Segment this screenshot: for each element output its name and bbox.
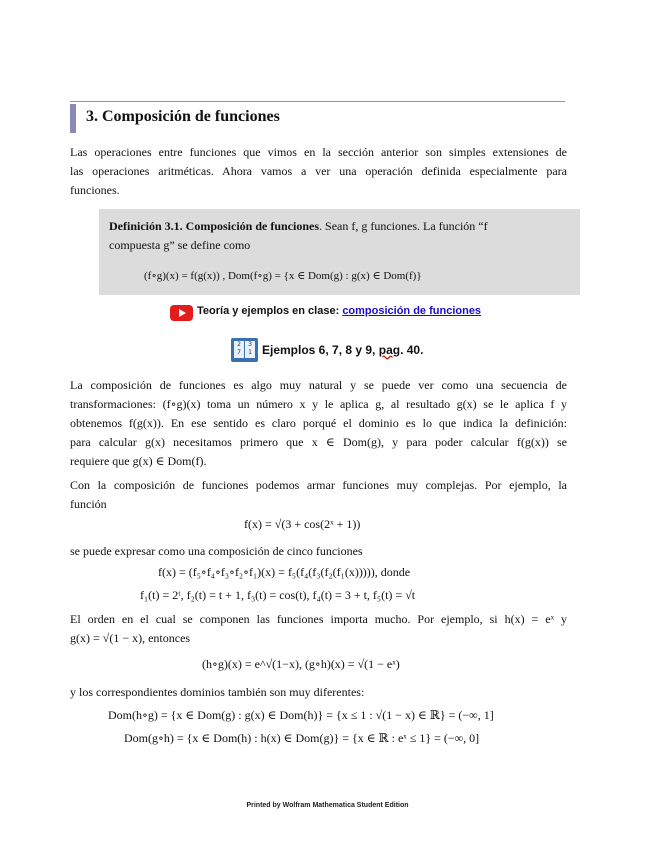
text-line: Las operaciones entre funciones que vimos en la sección anterior son simples extensiones de [70, 145, 567, 159]
section-title: 3. Composición de funciones [86, 108, 280, 125]
text-line: y los correspondientes dominios también son muy diferentes: [70, 685, 365, 699]
text-line: g(x) = √(1 − x), entonces [70, 631, 191, 645]
text-line: El orden en el cual se componen las funciones importa mucho. Por ejemplo, si h(x) = eˣ y [70, 612, 567, 626]
equation-domain-hg: Dom(h∘g) = {x ∈ Dom(g) : g(x) ∈ Dom(h)} = {x ≤ 1 : √(1 − x) ∈ ℝ} = (−∞, 1] [108, 708, 494, 722]
text-line: se puede expresar como una composición de cinco funciones [70, 544, 363, 558]
decomposition-paragraph [70, 542, 567, 561]
section-accent-bar [70, 104, 76, 133]
video-link[interactable]: composición de funciones [342, 305, 482, 317]
examples-label: Ejemplos 6, 7, 8 y 9, [262, 343, 379, 357]
text-line: requiere que g(x) ∈ Dom(f). [70, 454, 207, 468]
print-footer: Printed by Wolfram Mathematica Student Edition [246, 802, 409, 809]
document-page: 3. Composición de funciones Las operaciones entre funciones que vimos en la sección anterior son simples extensiones de las operaciones aritméticas. Ahora vamos a ver una operación definida especialmente para funciones. Definición 3.1. Composición de funciones. Sean f, g funciones. La función “f compuesta g” se define como (f∘g)(x) = f(g(x)) , Dom(f∘g) = {x ∈ Dom(g) : g(x) ∈ Dom(f)} Teoría y ejemplos en clase: composición de funciones 2 7 3 1 Ejemplos 6, 7, 8 y 9, pag. 40. La composición de funciones es algo muy natural y se puede ver como una secuencia de transformaciones: (f∘g)(x) toma un número x y le aplica g, al resultado g(x) se le aplica f y obtenemos f(g(x)). En ese sentido es claro porqué el dominio es lo que indica la definición: para calcular g(x) necesitamos primero que x ∈ Dom(g), y para poder calcular f(g(x)) se requiere que g(x) ∈ Dom(f). Con la composición de funciones podemos armar funciones muy complejas. Por ejemplo, la función f(x) = √(3 + cos(2ˣ + 1)) se puede expresar como una composición de cinco funciones f(x) = (f₅∘f₄∘f₃∘f₂∘f₁)(x) = f₅(f₄(f₃(f₂(f₁(x))))), donde f₁(t) = 2ᵗ, f₂(t) = t + 1, f₃(t) = cos(t), f₄(t) = 3 + t, f₅(t) = √t El orden en el cual se componen las funciones importa mucho. Por ejemplo, si h(x) = eˣ y g(x) = √(1 − x), entonces (h∘g)(x) = e^√(1−x), (g∘h)(x) = √(1 − eˣ) y los correspondientes dominios también son muy diferentes: Dom(h∘g) = {x ∈ Dom(g) : g(x) ∈ Dom(h)} = {x ≤ 1 : √(1 − x) ∈ ℝ} = (−∞, 1] Dom(g∘h) = {x ∈ Dom(h) : h(x) ∈ Dom(g)} = {x ∈ ℝ : eˣ ≤ 1} = (−∞, 0] Printed by Wolfram Mathematica Student Edition [0, 0, 655, 848]
equation-f-definition: f(x) = √(3 + cos(2ˣ + 1)) [244, 517, 361, 531]
text-line: para calcular g(x) necesitamos primero que x ∈ Dom(g), y para poder calcular f(g(x)) se [70, 435, 567, 449]
equation-component-functions: f₁(t) = 2ᵗ, f₂(t) = t + 1, f₃(t) = cos(t), f₄(t) = 3 + t, f₅(t) = √t [140, 588, 416, 602]
youtube-play-icon[interactable] [170, 305, 193, 321]
equation-domain-gh: Dom(g∘h) = {x ∈ Dom(h) : h(x) ∈ Dom(g)} = {x ∈ ℝ : eˣ ≤ 1} = (−∞, 0] [124, 731, 480, 745]
definition-box [99, 209, 580, 295]
domains-paragraph [70, 683, 567, 702]
complex-functions-paragraph [70, 476, 567, 514]
text-line: las operaciones aritméticas. Ahora vamos a ver una operación definida especialmente para [70, 164, 567, 178]
composition-paragraph [70, 376, 567, 471]
definition-formula: (f∘g)(x) = f(g(x)) , Dom(f∘g) = {x ∈ Dom(g) : g(x) ∈ Dom(f)} [144, 270, 422, 282]
intro-paragraph [70, 143, 567, 200]
text-line: función [70, 497, 107, 511]
text-line: La composición de funciones es algo muy natural y se puede ver como una secuencia de [70, 378, 567, 392]
video-label: Teoría y ejemplos en clase: [197, 305, 343, 317]
definition-text [109, 217, 569, 255]
definition-line-1: . Sean f, g funciones. La función “f [319, 219, 488, 233]
equation-composition-five: f(x) = (f₅∘f₄∘f₃∘f₂∘f₁)(x) = f₅(f₄(f₃(f₂(f₁(x))))), donde [158, 565, 411, 579]
text-line: obtenemos f(g(x)). En ese sentido es claro porqué el dominio es lo que indica la definición: [70, 416, 567, 430]
text-line: funciones. [70, 183, 120, 197]
section-header [70, 101, 565, 133]
text-line: Con la composición de funciones podemos armar funciones muy complejas. Por ejemplo, la [70, 478, 567, 492]
order-paragraph [70, 610, 567, 648]
book-icon: 2 7 3 1 [231, 338, 258, 362]
text-line: transformaciones: (f∘g)(x) toma un número x y le aplica g, al resultado g(x) se le aplica f y [70, 397, 567, 411]
definition-title: Definición 3.1. Composición de funciones [109, 219, 320, 233]
examples-pag: pag [378, 343, 401, 357]
definition-line-2: compuesta g” se define como [109, 238, 251, 252]
equation-compositions-hg-gh: (h∘g)(x) = e^√(1−x), (g∘h)(x) = √(1 − eˣ) [202, 657, 400, 671]
